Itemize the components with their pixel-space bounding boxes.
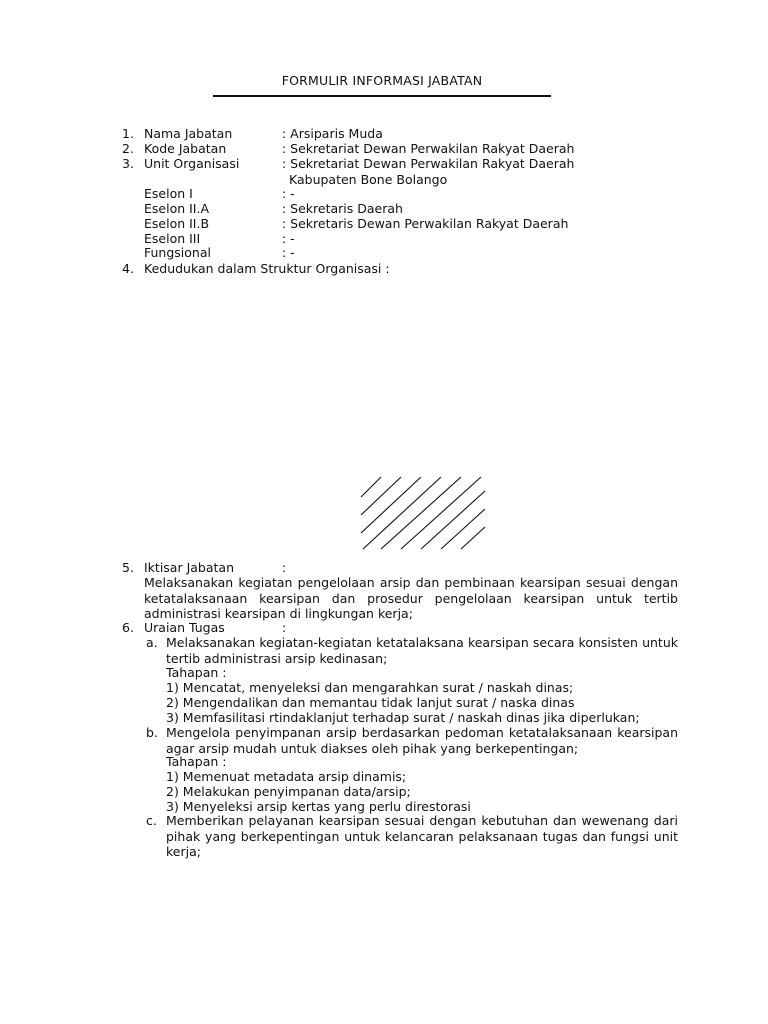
eselon-row [0,216,768,232]
eselon-row [0,245,768,261]
field-number: 6. [122,620,134,635]
step-item: 2) Melakukan penyimpanan data/arsip; [166,784,411,799]
eselon-value: : Sekretaris Daerah [282,201,403,216]
step-item: 1) Mencatat, menyeleksi dan mengarahkan surat / naskah dinas; [166,680,574,695]
field-kedudukan [0,261,768,277]
field-number: 3. [122,156,134,171]
step-item: 1) Memenuat metadata arsip dinamis; [166,769,407,784]
field-uraian-tugas [0,620,768,636]
field-unit-organisasi [0,156,768,172]
task-text: Mengelola penyimpanan arsip berdasarkan pedoman ketatalaksanaan kearsipan agar arsip mudah untuk diakses oleh pihak yang berkepentingan; [166,725,678,756]
field-number: 5. [122,560,134,575]
eselon-label: Eselon II.B [144,216,210,231]
eselon-label: Eselon I [144,186,193,201]
field-number: 2. [122,141,134,156]
eselon-value: : - [282,186,295,201]
eselon-row [0,201,768,217]
eselon-label: Fungsional [144,245,211,260]
eselon-value: : - [282,231,295,246]
eselon-row [0,186,768,202]
field-number: 4. [122,261,134,276]
field-label: Kode Jabatan [144,141,227,156]
eselon-label: Eselon III [144,231,201,246]
field-label: Nama Jabatan [144,126,233,141]
task-letter: b. [146,725,158,740]
field-number: 1. [122,126,134,141]
step-item: 3) Memfasilitasi rtindaklanjut terhadap surat / naskah dinas jika diperlukan; [166,710,640,725]
task-text: Melaksanakan kegiatan-kegiatan ketatalaksana kearsipan secara konsisten untuk tertib administrasi arsip kedinasan; [166,635,678,666]
field-kode-jabatan [0,141,768,157]
field-colon: : [282,560,287,575]
field-iktisar [0,560,768,576]
task-letter: a. [146,635,158,650]
iktisar-text: Melaksanakan kegiatan pengelolaan arsip dan pembinaan kearsipan sesuai dengan ketatalaksanaan kearsipan dan prosedur pengelolaan kearsipan untuk tertib administrasi kearsipan di lingkungan kerja; [144,575,678,621]
field-nama-jabatan [0,126,768,142]
step-item: 3) Menyeleksi arsip kertas yang perlu direstorasi [166,799,471,814]
eselon-value: : Sekretaris Dewan Perwakilan Rakyat Daerah [282,216,569,231]
title-underline [213,95,551,97]
org-structure-placeholder-hatch [355,475,495,555]
tahapan-label: Tahapan : [166,754,227,769]
field-label: Unit Organisasi [144,156,240,171]
field-colon: : [282,620,287,635]
field-label: Iktisar Jabatan [144,560,235,575]
field-label: Uraian Tugas [144,620,225,635]
field-value: : Sekretariat Dewan Perwakilan Rakyat Daerah [282,156,575,171]
eselon-label: Eselon II.A [144,201,210,216]
step-item: 2) Mengendalikan dan memantau tidak lanjut surat / naska dinas [166,695,575,710]
eselon-value: : - [282,245,295,260]
field-value: : Arsiparis Muda [282,126,383,141]
form-title: FORMULIR INFORMASI JABATAN [281,73,483,88]
field-label: Kedudukan dalam Struktur Organisasi : [144,261,390,276]
field-value: : Sekretariat Dewan Perwakilan Rakyat Daerah [282,141,575,156]
tahapan-label: Tahapan : [166,665,227,680]
task-letter: c. [146,813,157,828]
task-text: Memberikan pelayanan kearsipan sesuai dengan kebutuhan dan wewenang dari pihak yang berkepentingan untuk kelancaran pelaksanaan tugas dan fungsi unit kerja; [166,813,678,859]
unit-organisasi-continuation: Kabupaten Bone Bolango [289,172,448,187]
